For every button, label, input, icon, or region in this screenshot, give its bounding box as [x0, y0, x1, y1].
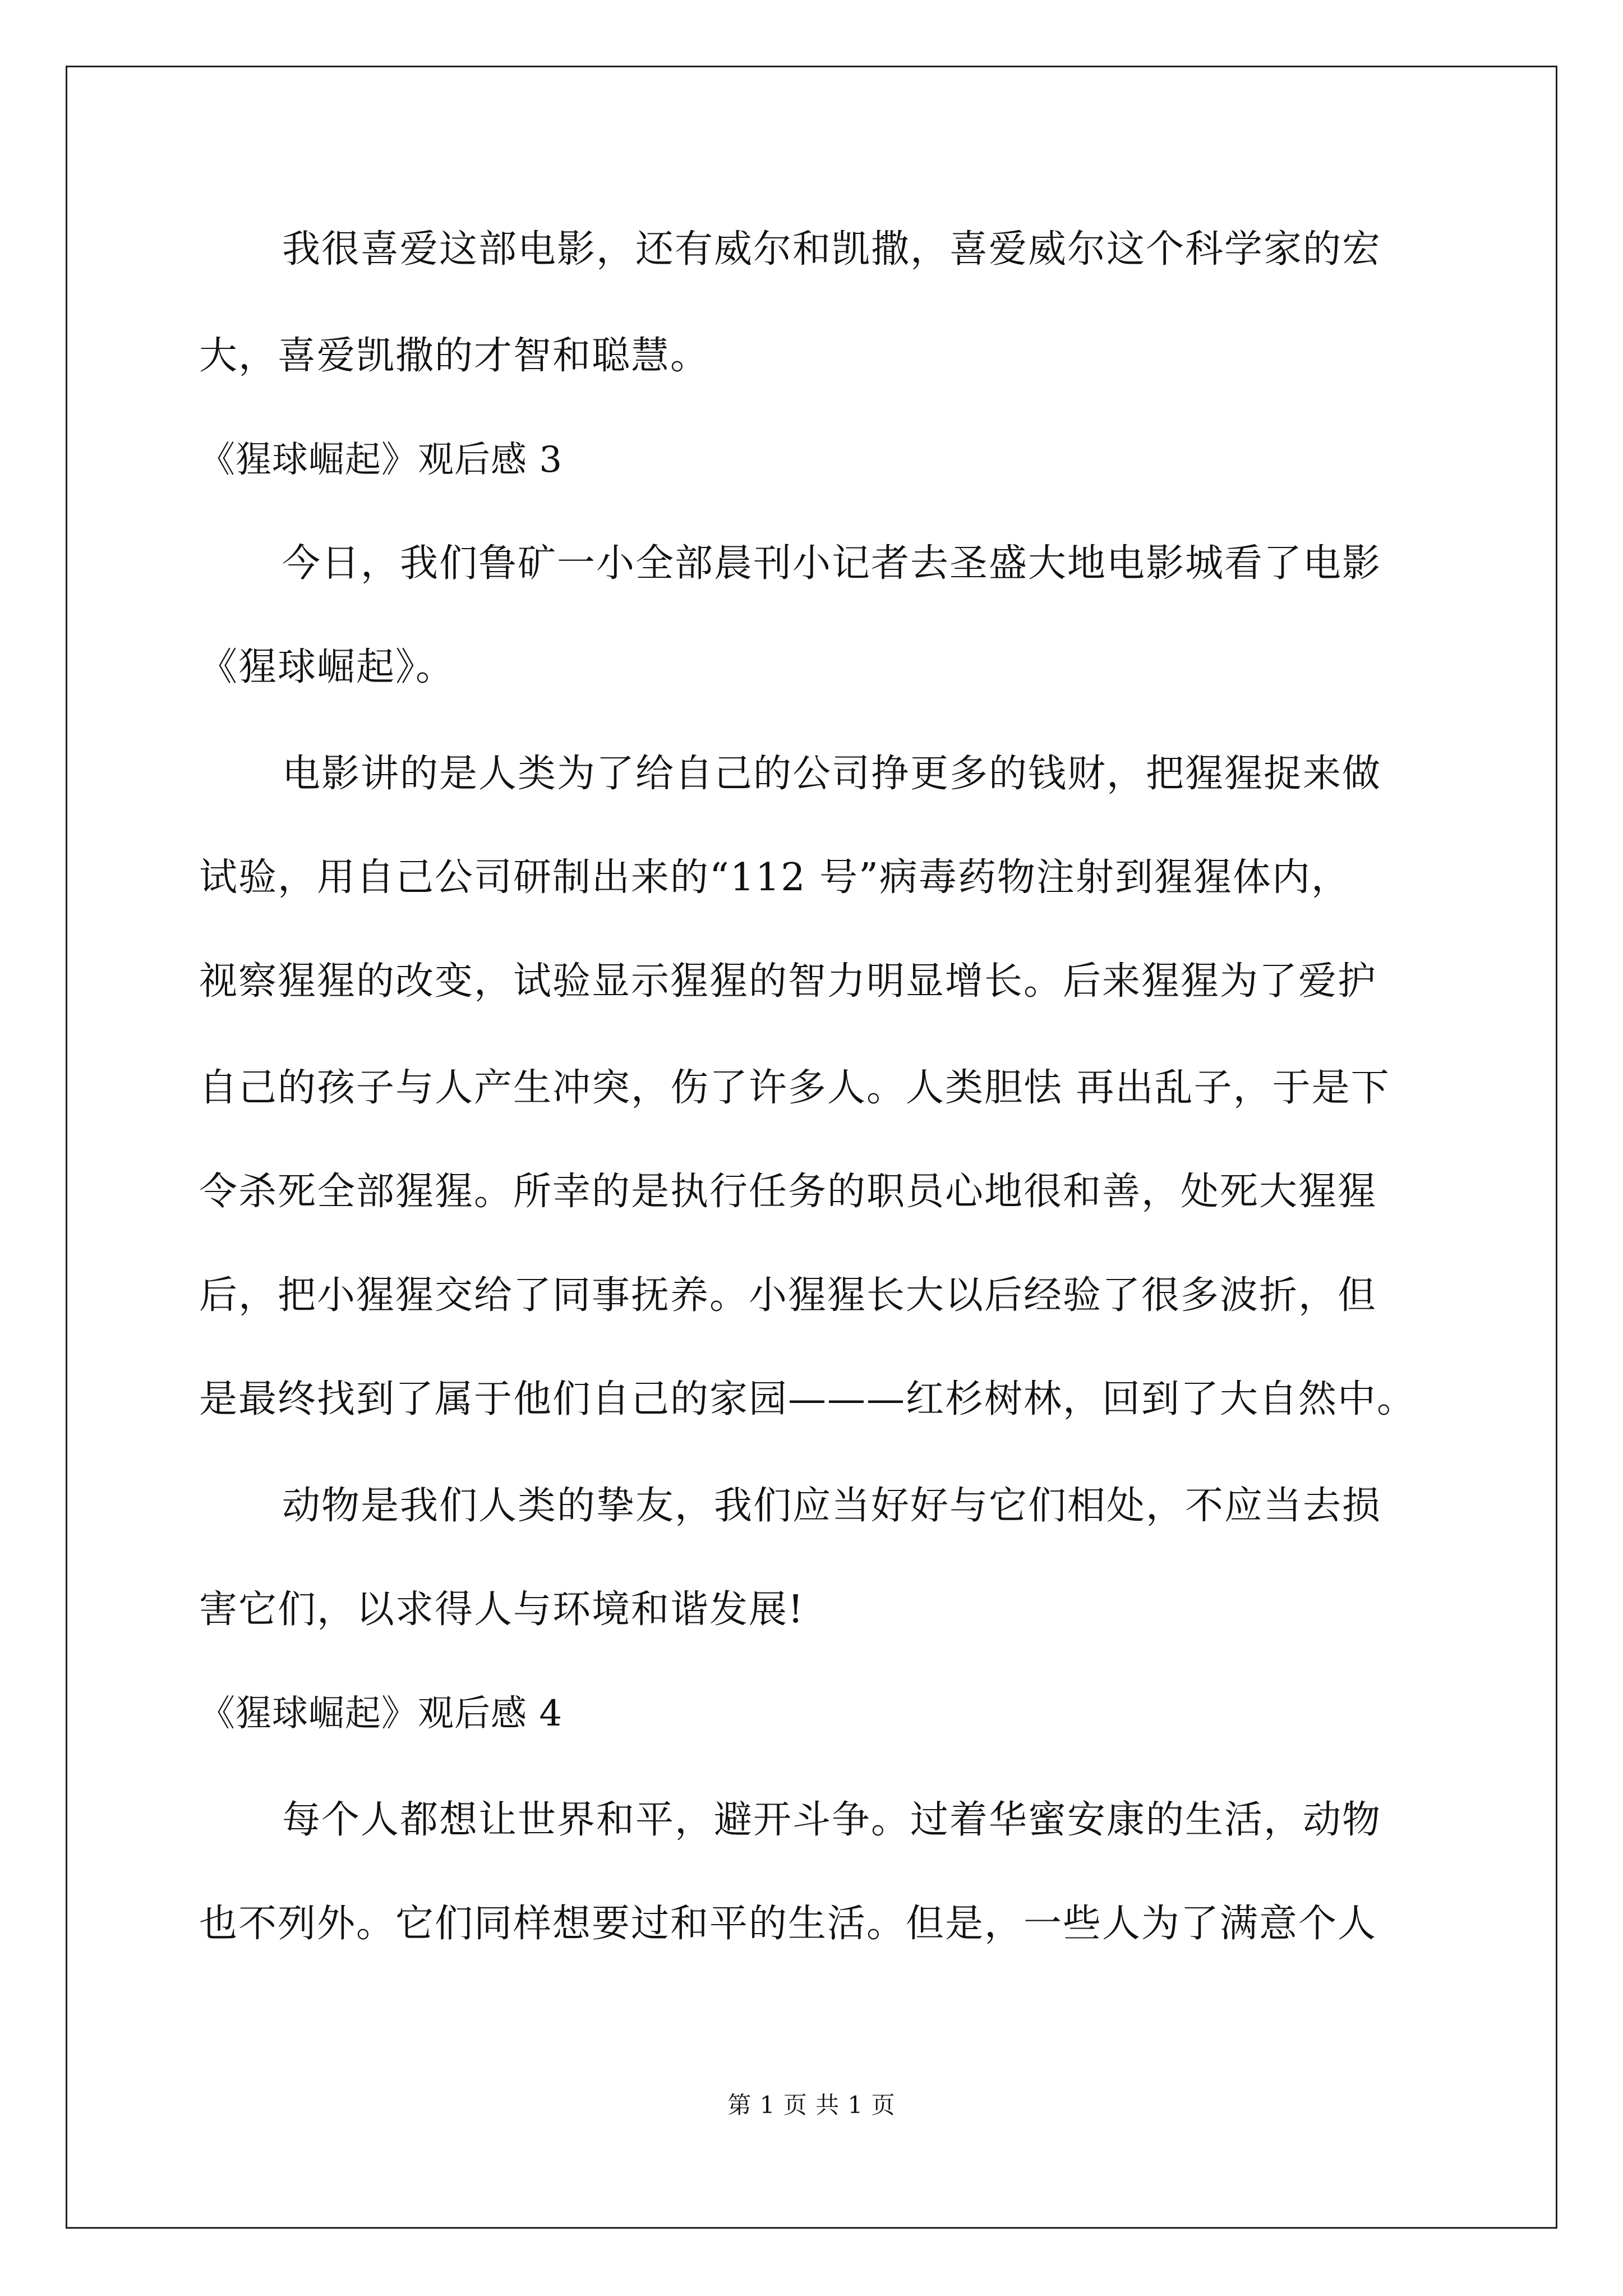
paragraph-line: 视察猩猩的改变，试验显示猩猩的智力明显增长。后来猩猩为了爱护 — [199, 959, 1377, 1004]
paragraph-line: 《猩球崛起》。 — [199, 645, 455, 689]
paragraph-line: 害它们，以求得人与环境和谐发展! — [199, 1588, 805, 1632]
paragraph-line: 大，喜爱凯撒的才智和聪慧。 — [199, 334, 710, 378]
section-heading: 《猩球崛起》观后感 4 — [199, 1693, 563, 1734]
paragraph-line: 是最终找到了属于他们自己的家园———红杉树林，回到了大自然中。 — [199, 1377, 1417, 1421]
paragraph-line: 动物是我们人类的挚友，我们应当好好与它们相处，不应当去损 — [282, 1484, 1382, 1528]
paragraph-line: 自己的孩子与人产生冲突，伤了许多人。人类胆怯 再出乱子，于是下 — [199, 1066, 1390, 1110]
paragraph-line: 今日，我们鲁矿一小全部晨刊小记者去圣盛大地电影城看了电影 — [282, 541, 1382, 586]
paragraph-line: 也不列外。它们同样想要过和平的生活。但是，一些人为了满意个人 — [199, 1902, 1377, 1946]
paragraph-line: 每个人都想让世界和平，避开斗争。过着华蜜安康的生活，动物 — [282, 1798, 1382, 1842]
paragraph-line: 令杀死全部猩猩。所幸的是执行任务的职员心地很和善，处死大猩猩 — [199, 1170, 1377, 1214]
paragraph-line: 电影讲的是人类为了给自己的公司挣更多的钱财，把猩猩捉来做 — [282, 752, 1382, 796]
paragraph-line: 试验，用自己公司研制出来的“112 号”病毒药物注射到猩猩体内， — [199, 855, 1350, 900]
page-footer: 第 1 页 共 1 页 — [727, 2091, 896, 2119]
paragraph-line: 我很喜爱这部电影，还有威尔和凯撒，喜爱威尔这个科学家的宏 — [282, 227, 1382, 272]
section-heading: 《猩球崛起》观后感 3 — [199, 439, 563, 481]
paragraph-line: 后，把小猩猩交给了同事抚养。小猩猩长大以后经验了很多波折，但 — [199, 1273, 1377, 1318]
